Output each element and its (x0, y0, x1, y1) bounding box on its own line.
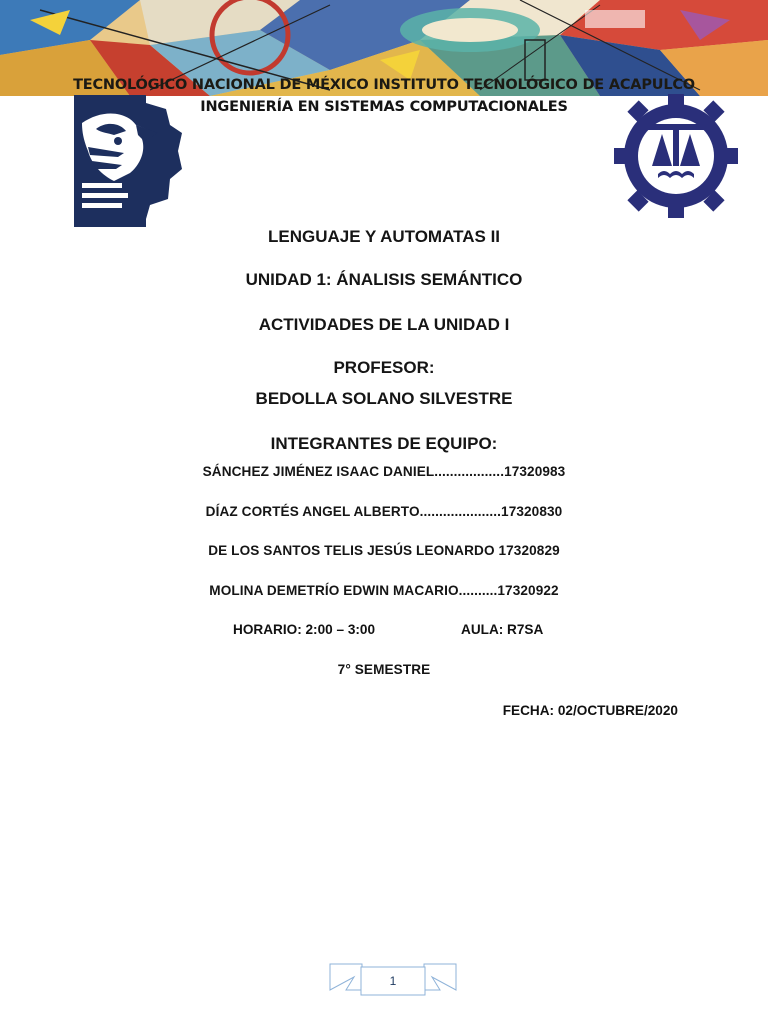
team-member: DÍAZ CORTÉS ANGEL ALBERTO.....................17320830 (205, 504, 563, 519)
unit-title: UNIDAD 1: ÁNALISIS SEMÁNTICO (245, 270, 523, 289)
page-number: 1 (389, 974, 397, 988)
date: FECHA: 02/OCTUBRE/2020 (502, 703, 678, 718)
team-member: DE LOS SANTOS TELIS JESÚS LEONARDO 17320829 (208, 543, 560, 558)
professor-label: PROFESOR: (333, 358, 435, 377)
career-title: INGENIERÍA EN SISTEMAS COMPUTACIONALES (200, 99, 568, 115)
tecnm-eagle-gear-logo-icon (74, 95, 182, 232)
team-member: SÁNCHEZ JIMÉNEZ ISAAC DANIEL..................17320983 (202, 464, 566, 479)
subject-title: LENGUAJE Y AUTOMATAS II (267, 227, 501, 246)
semester: 7° SEMESTRE (337, 662, 431, 677)
classroom: AULA: R7SA (461, 622, 544, 637)
team-label: INTEGRANTES DE EQUIPO: (270, 434, 498, 453)
activity-title: ACTIVIDADES DE LA UNIDAD I (258, 315, 510, 334)
professor-name: BEDOLLA SOLANO SILVESTRE (255, 389, 513, 408)
team-member: MOLINA DEMETRÍO EDWIN MACARIO..........17320922 (209, 583, 559, 598)
institution-title: TECNOLÓGICO NACIONAL DE MÉXICO INSTITUTO TECNOLÓGICO DE ACAPULCO (73, 77, 695, 93)
ita-acapulco-gear-logo-icon (614, 94, 738, 223)
schedule: HORARIO: 2:00 – 3:00 (233, 622, 376, 637)
page-number-ribbon (328, 960, 458, 1000)
